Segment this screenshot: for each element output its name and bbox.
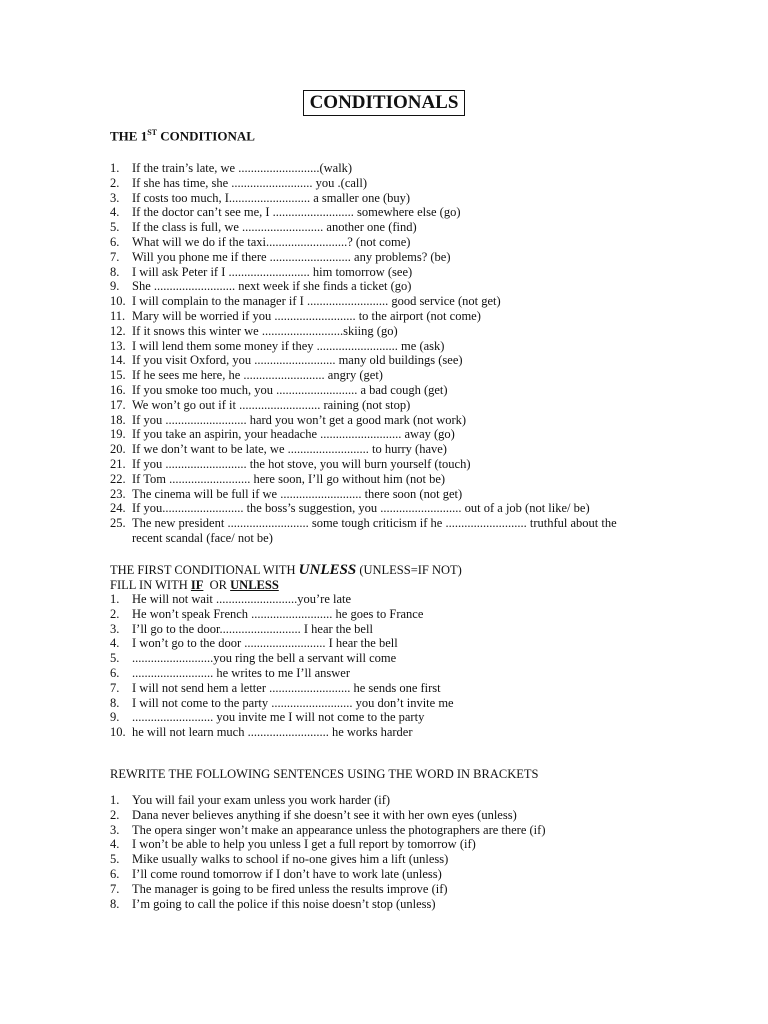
item-text: What will we do if the taxi..........................? (not come) [132, 234, 411, 249]
item-number: 12. [110, 323, 126, 338]
exercise-item [110, 837, 545, 852]
item-text: If she has time, she .......................... you .(call) [132, 175, 368, 190]
item-text: The new president .......................... some tough criticism if he .......................... truthful about the recent scandal (face/ not be) [132, 516, 617, 545]
fill-unless: UNLESS [230, 578, 279, 592]
section1-exercise-list [110, 161, 637, 546]
item-text: If the class is full, we .......................... another one (find) [132, 220, 417, 235]
item-text: We won’t go out if it .......................... raining (not stop) [132, 397, 411, 412]
exercise-item [110, 897, 545, 912]
item-number: 13. [110, 338, 126, 353]
item-text: I will complain to the manager if I .......................... good service (not get) [132, 294, 501, 309]
exercise-item [110, 309, 637, 324]
exercise-item [110, 279, 637, 294]
item-text: He will not wait ..........................you’re late [132, 592, 352, 606]
item-number: 3. [110, 822, 120, 837]
item-text: I’ll come round tomorrow if I don’t have to work late (unless) [132, 866, 442, 881]
item-number: 1. [110, 592, 120, 606]
item-number: 15. [110, 368, 126, 383]
exercise-item [110, 324, 637, 339]
item-number: 8. [110, 264, 120, 279]
item-number: 18. [110, 412, 126, 427]
item-number: 2. [110, 606, 120, 621]
exercise-item [110, 487, 637, 502]
item-text: If you visit Oxford, you .......................... many old buildings (see) [132, 353, 463, 368]
exercise-item [110, 852, 545, 867]
exercise-item [110, 501, 637, 516]
exercise-item [110, 636, 454, 651]
section1-heading-sup: ST [147, 128, 158, 137]
exercise-item [110, 339, 637, 354]
item-text: he will not learn much .......................... he works harder [132, 725, 413, 740]
item-number: 24. [110, 501, 126, 516]
item-number: 22. [110, 471, 126, 486]
item-text: .......................... you invite me I will not come to the party [132, 710, 425, 725]
item-number: 9. [110, 710, 120, 725]
exercise-item [110, 681, 454, 696]
item-number: 1. [110, 793, 120, 807]
item-text: I’ll go to the door.......................... I hear the bell [132, 621, 373, 636]
item-text: If it snows this winter we ..........................skiing (go) [132, 323, 398, 338]
exercise-item [110, 793, 545, 808]
item-number: 3. [110, 190, 120, 205]
exercise-item [110, 867, 545, 882]
section2-heading [110, 562, 462, 579]
item-text: Mike usually walks to school if no-one gives him a lift (unless) [132, 852, 449, 867]
exercise-item [110, 368, 637, 383]
item-text: If we don’t want to be late, we .......................... to hurry (have) [132, 442, 447, 457]
item-number: 5. [110, 651, 120, 666]
exercise-item [110, 353, 637, 368]
exercise-item [110, 205, 637, 220]
section3-heading: REWRITE THE FOLLOWING SENTENCES USING THE WORD IN BRACKETS [110, 767, 539, 781]
item-text: The opera singer won’t make an appearance unless the photographers are there (if) [132, 822, 546, 837]
item-text: I will lend them some money if they .......................... me (ask) [132, 338, 445, 353]
item-number: 4. [110, 205, 120, 220]
item-number: 6. [110, 234, 120, 249]
section2-instruction [110, 578, 279, 593]
item-text: The manager is going to be fired unless the results improve (if) [132, 881, 448, 896]
exercise-item [110, 725, 454, 740]
exercise-item [110, 294, 637, 309]
section2-exercise-list [110, 592, 454, 740]
item-number: 21. [110, 456, 126, 471]
item-text: .......................... he writes to me I’ll answer [132, 665, 351, 680]
item-text: I won’t go to the door .......................... I hear the bell [132, 636, 398, 651]
item-number: 17. [110, 397, 126, 412]
item-number: 19. [110, 427, 126, 442]
page-title: CONDITIONALS [303, 90, 465, 116]
exercise-item [110, 710, 454, 725]
exercise-item [110, 265, 637, 280]
item-text: I will not come to the party .......................... you don’t invite me [132, 695, 454, 710]
fill-or: OR [203, 578, 231, 592]
exercise-item [110, 607, 454, 622]
item-number: 25. [110, 516, 126, 531]
item-text: If you.......................... the boss’s suggestion, you .......................... out of a job (not like/ be) [132, 501, 590, 516]
item-text: You will fail your exam unless you work harder (if) [132, 793, 391, 807]
item-text: She .......................... next week if she finds a ticket (go) [132, 279, 412, 294]
item-number: 5. [110, 220, 120, 235]
exercise-item [110, 882, 545, 897]
item-number: 4. [110, 837, 120, 852]
exercise-item [110, 808, 545, 823]
item-number: 5. [110, 852, 120, 867]
exercise-item [110, 696, 454, 711]
item-number: 8. [110, 896, 120, 911]
section2-heading-prefix: THE FIRST CONDITIONAL WITH [110, 563, 299, 577]
exercise-item [110, 383, 637, 398]
section1-heading [110, 128, 255, 144]
item-number: 10. [110, 294, 126, 309]
item-text: If the doctor can’t see me, I .......................... somewhere else (go) [132, 205, 461, 220]
exercise-item [110, 220, 637, 235]
item-number: 14. [110, 353, 126, 368]
item-text: If you take an aspirin, your headache .......................... away (go) [132, 427, 455, 442]
exercise-item [110, 442, 637, 457]
item-number: 7. [110, 249, 120, 264]
item-text: The cinema will be full if we .......................... there soon (not get) [132, 486, 463, 501]
exercise-item [110, 666, 454, 681]
item-number: 6. [110, 866, 120, 881]
item-text: I won’t be able to help you unless I get a full report by tomorrow (if) [132, 837, 476, 852]
item-text: If the train’s late, we ..........................(walk) [132, 161, 353, 175]
section2-heading-unless: UNLESS [298, 562, 357, 578]
item-number: 7. [110, 881, 120, 896]
exercise-item [110, 823, 545, 838]
exercise-item [110, 427, 637, 442]
section2-heading-suffix: (UNLESS=IF NOT) [356, 563, 462, 577]
item-text: If costs too much, I.......................... a smaller one (buy) [132, 190, 411, 205]
item-number: 3. [110, 621, 120, 636]
item-number: 23. [110, 486, 126, 501]
exercise-item [110, 592, 454, 607]
item-text: If you smoke too much, you .......................... a bad cough (get) [132, 382, 448, 397]
exercise-item [110, 235, 637, 250]
exercise-item [110, 250, 637, 265]
exercise-item [110, 191, 637, 206]
item-number: 20. [110, 442, 126, 457]
exercise-item [110, 413, 637, 428]
exercise-item [110, 651, 454, 666]
exercise-item [110, 622, 454, 637]
item-number: 7. [110, 680, 120, 695]
exercise-item [110, 161, 637, 176]
item-text: I’m going to call the police if this noise doesn’t stop (unless) [132, 896, 436, 911]
item-number: 16. [110, 382, 126, 397]
section1-heading-prefix: THE 1 [110, 128, 148, 144]
item-number: 8. [110, 695, 120, 710]
exercise-item [110, 398, 637, 413]
item-number: 4. [110, 636, 120, 651]
item-number: 1. [110, 161, 120, 175]
exercise-item [110, 472, 637, 487]
section3-exercise-list [110, 793, 545, 911]
item-text: If he sees me here, he .......................... angry (get) [132, 368, 383, 383]
item-number: 10. [110, 725, 126, 740]
section1-heading-suffix: CONDITIONAL [157, 128, 255, 144]
item-number: 9. [110, 279, 120, 294]
item-number: 2. [110, 175, 120, 190]
item-number: 6. [110, 665, 120, 680]
fill-prefix: FILL IN WITH [110, 578, 191, 592]
item-text: ..........................you ring the bell a servant will come [132, 651, 397, 666]
exercise-item [110, 176, 637, 191]
item-text: He won’t speak French .......................... he goes to France [132, 606, 424, 621]
item-text: I will not send hem a letter .......................... he sends one first [132, 680, 441, 695]
fill-if: IF [190, 578, 204, 592]
item-text: Will you phone me if there .......................... any problems? (be) [132, 249, 451, 264]
item-number: 11. [110, 308, 126, 323]
item-text: Dana never believes anything if she doesn’t see it with her own eyes (unless) [132, 807, 517, 822]
item-text: I will ask Peter if I .......................... him tomorrow (see) [132, 264, 413, 279]
item-text: If you .......................... hard you won’t get a good mark (not work) [132, 412, 467, 427]
item-text: If you .......................... the hot stove, you will burn yourself (touch) [132, 456, 471, 471]
exercise-item [110, 457, 637, 472]
item-number: 2. [110, 807, 120, 822]
item-text: If Tom .......................... here soon, I’ll go without him (not be) [132, 471, 446, 486]
item-text: Mary will be worried if you .......................... to the airport (not come) [132, 308, 481, 323]
exercise-item [110, 516, 637, 546]
